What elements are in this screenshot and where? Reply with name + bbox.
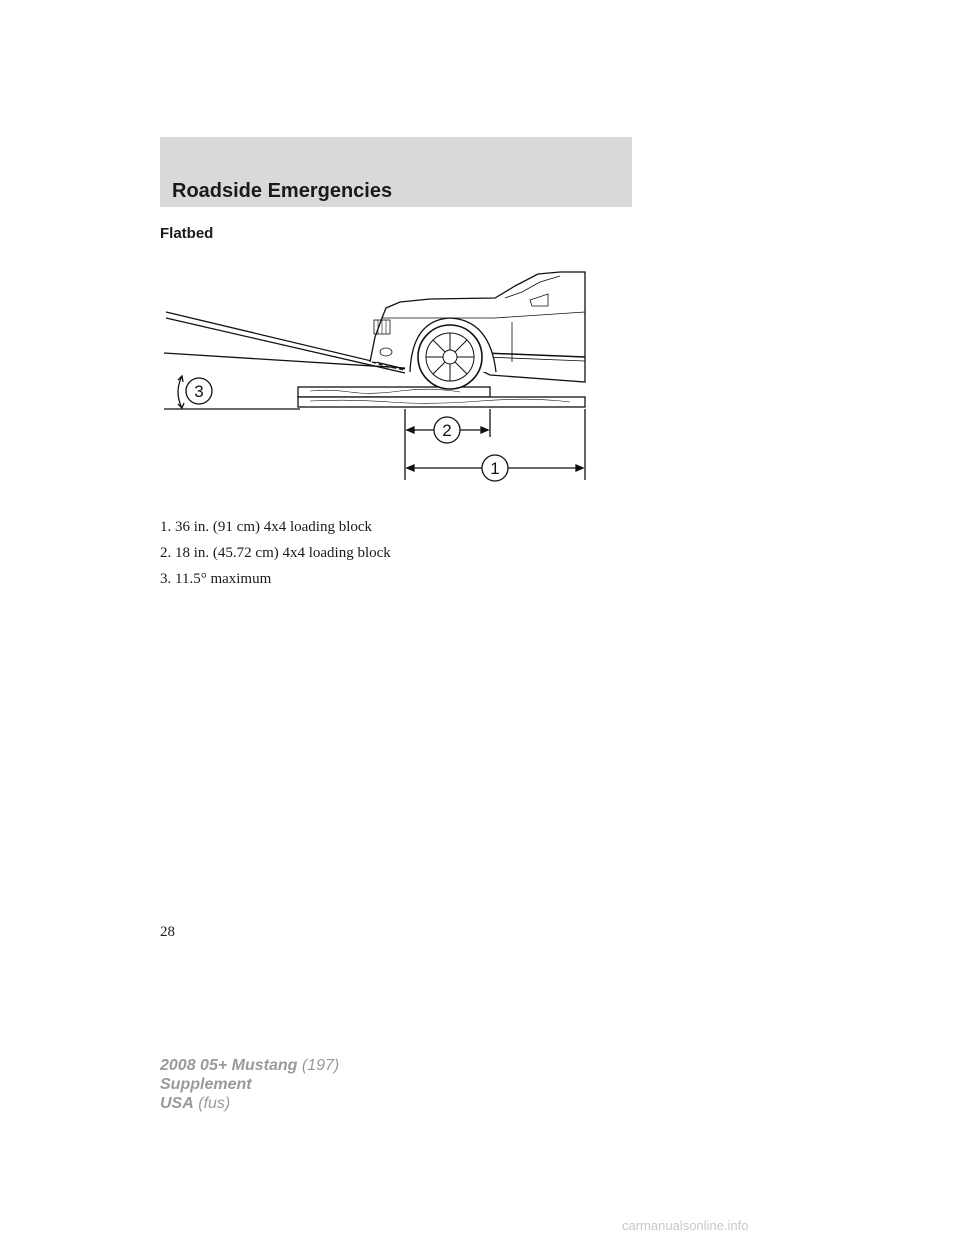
footer-line-3 (160, 1094, 339, 1113)
legend-item-3: 3. 11.5° maximum (160, 571, 272, 587)
footer-market: USA (160, 1095, 194, 1112)
flatbed-diagram (160, 262, 590, 487)
legend-item-2: 2. 18 in. (45.72 cm) 4x4 loading block (160, 545, 391, 561)
footer (160, 1056, 339, 1113)
block-long (298, 397, 585, 407)
footer-line-2 (160, 1075, 339, 1094)
section-title: Flatbed (160, 225, 214, 242)
callout-2-label: 2 (442, 421, 452, 440)
angle-arc (178, 376, 182, 408)
header-title: Roadside Emergencies (172, 180, 393, 202)
footer-model: 2008 05+ Mustang (160, 1057, 298, 1074)
legend-item-1: 1. 36 in. (91 cm) 4x4 loading block (160, 519, 373, 535)
callout-1-label: 1 (490, 459, 500, 478)
legend-list (160, 517, 391, 595)
page-number: 28 (160, 924, 175, 940)
ramp-upper-line-2 (166, 318, 405, 373)
footer-market-code: (fus) (198, 1095, 231, 1112)
callout-3-label: 3 (194, 382, 204, 401)
footer-line-1 (160, 1056, 339, 1075)
header-band (160, 137, 632, 207)
footer-supplement: Supplement (160, 1076, 252, 1093)
watermark: carmanualsonline.info (622, 1218, 749, 1233)
footer-model-code: (197) (301, 1057, 340, 1074)
